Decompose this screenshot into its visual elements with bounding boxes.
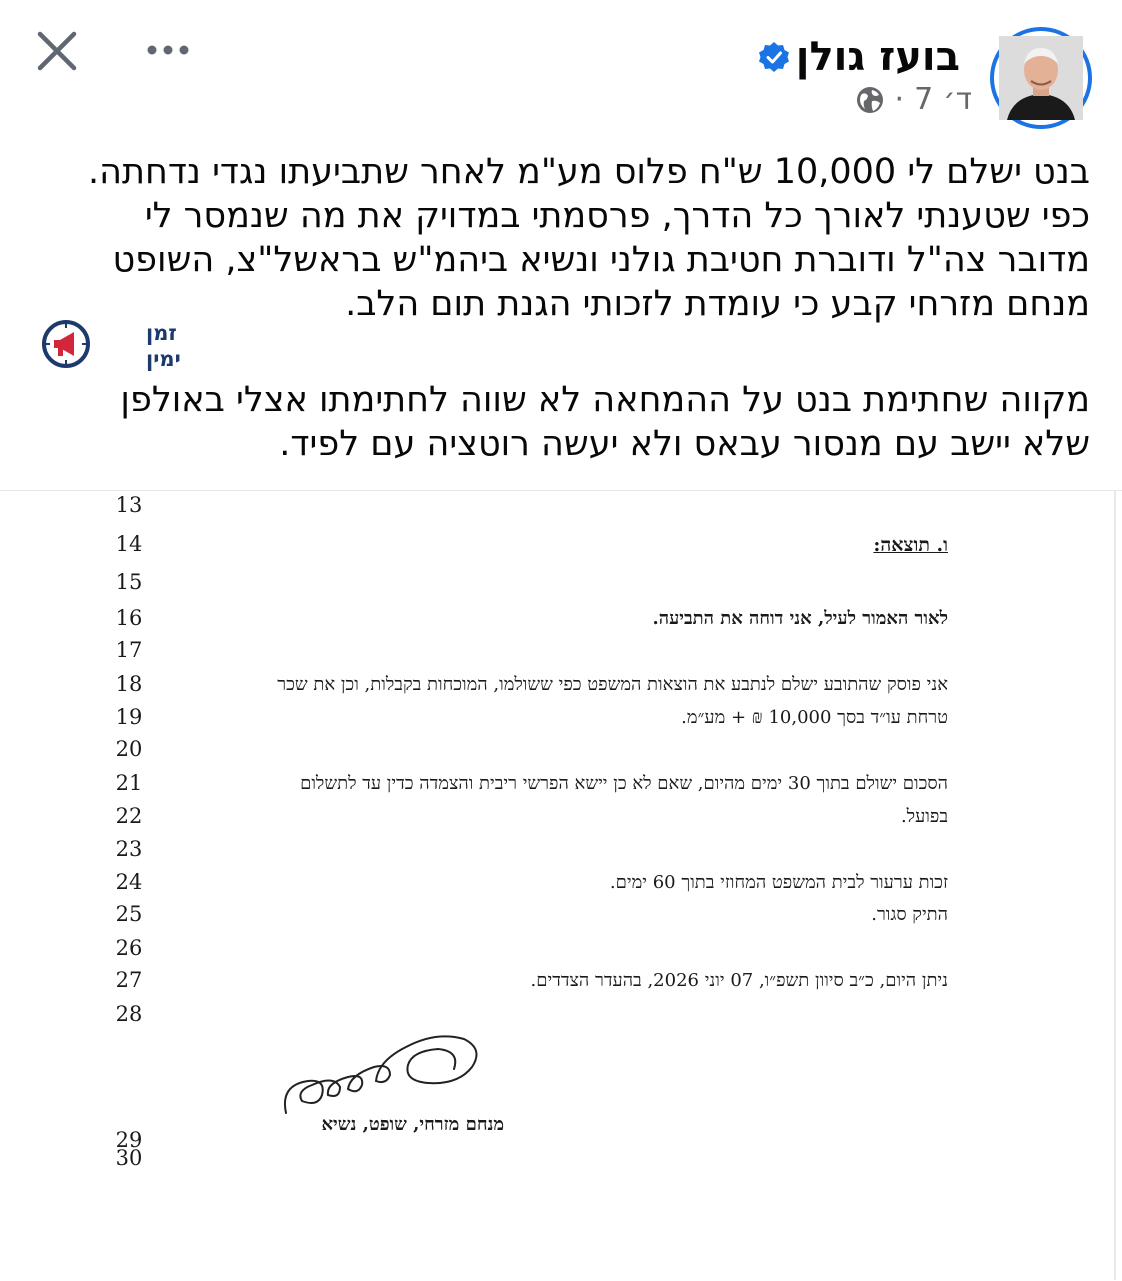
handwritten-signature-icon [278, 1025, 488, 1125]
zman-yamin-watermark [40, 318, 181, 374]
post-paragraph-2 [20, 378, 1090, 466]
line-number: 21 [115, 771, 143, 795]
more-options-button[interactable] [140, 30, 200, 70]
document-appeal: זכות ערעור לבית המשפט המחוזי בתוך 60 ימים. [609, 872, 948, 893]
close-icon [30, 24, 84, 78]
line-number: 20 [115, 737, 143, 761]
document-date-line: ניתן היום, כ״ב סיוון תשפ״ו, 07 יוני 2026, בהעדר הצדדים. [530, 970, 948, 991]
post-time-number[interactable]: 7 [914, 82, 934, 117]
document-ruling: לאור האמור לעיל, אני דוחה את התביעה. [652, 608, 948, 629]
verified-badge-icon [758, 41, 790, 73]
line-number: 19 [115, 705, 143, 729]
post-line: מקווה שחתימת בנט על ההמחאה לא שווה לחתימתו אצלי באולפן [120, 380, 1090, 420]
post-line: מדובר צה"ל ודוברת חטיבת גולני ונשיא ביהמ"ש בראשל"צ, השופט [112, 240, 1090, 280]
line-number: 24 [115, 870, 143, 894]
line-number: 22 [115, 804, 143, 828]
avatar[interactable] [999, 36, 1083, 120]
author-name-text[interactable]: בועז גולן [795, 34, 960, 80]
profile-photo-icon [999, 36, 1083, 120]
watermark-line2: ימין [146, 347, 181, 371]
line-number: 27 [115, 968, 143, 992]
document-payment-line-2: בפועל. [900, 806, 948, 827]
post-meta [855, 82, 972, 117]
line-number: 23 [115, 837, 143, 861]
post-line: מנחם מזרחי קבע כי עומדת לזכותי הגנת תום הלב. [345, 284, 1090, 324]
globe-icon[interactable] [855, 85, 885, 115]
post-line: בנט ישלם לי 10,000 ש"ח פלוס מע"מ לאחר שתביעתו נגדי נדחתה. [87, 152, 1090, 192]
post-paragraph-1 [20, 150, 1090, 326]
document-edge [1114, 490, 1116, 1280]
more-dots-icon [140, 30, 200, 70]
line-number: 25 [115, 902, 143, 926]
line-number: 28 [115, 1002, 143, 1026]
close-button[interactable] [30, 24, 84, 78]
line-number: 29 [115, 1128, 143, 1152]
document-heading: ו. תוצאה: [873, 534, 948, 556]
line-number: 18 [115, 672, 143, 696]
post-time-unit[interactable]: ד׳ [943, 82, 972, 117]
document-payment-line-1: הסכום ישולם בתוך 30 ימים מהיום, שאם לא כן יישא הפרשי ריבית והצמדה כדין עד לתשלום [300, 773, 948, 794]
line-number: 15 [115, 570, 143, 594]
author-name[interactable] [758, 34, 960, 80]
line-number: 17 [115, 638, 143, 662]
line-number: 30 [115, 1146, 143, 1170]
watermark-line1: זמן [146, 321, 177, 345]
megaphone-clock-icon [40, 318, 181, 374]
post-line: כפי שטענתי לאורך כל הדרך, פרסמתי במדויק את מה שנמסר לי [144, 196, 1090, 236]
document-costs-line-1: אני פוסק שהתובע ישלם לנתבע את הוצאות המשפט כפי ששולמו, המוכחות בקבלות, וכן את שכר [277, 674, 948, 695]
line-number: 14 [115, 532, 143, 556]
document-costs-line-2: טרחת עו״ד בסך 10,000 ₪ + מע״מ. [681, 707, 948, 728]
court-document-image[interactable] [0, 490, 1122, 1281]
document-case-closed: התיק סגור. [871, 904, 948, 925]
line-number: 13 [115, 493, 143, 517]
line-number: 26 [115, 936, 143, 960]
meta-separator: · [894, 82, 905, 117]
post-line: שלא יישב עם מנסור עבאס ולא יעשה רוטציה עם לפיד. [279, 424, 1090, 464]
line-number: 16 [115, 606, 143, 630]
judge-signature-line: מנחם מזרחי, שופט, נשיא [321, 1114, 504, 1135]
